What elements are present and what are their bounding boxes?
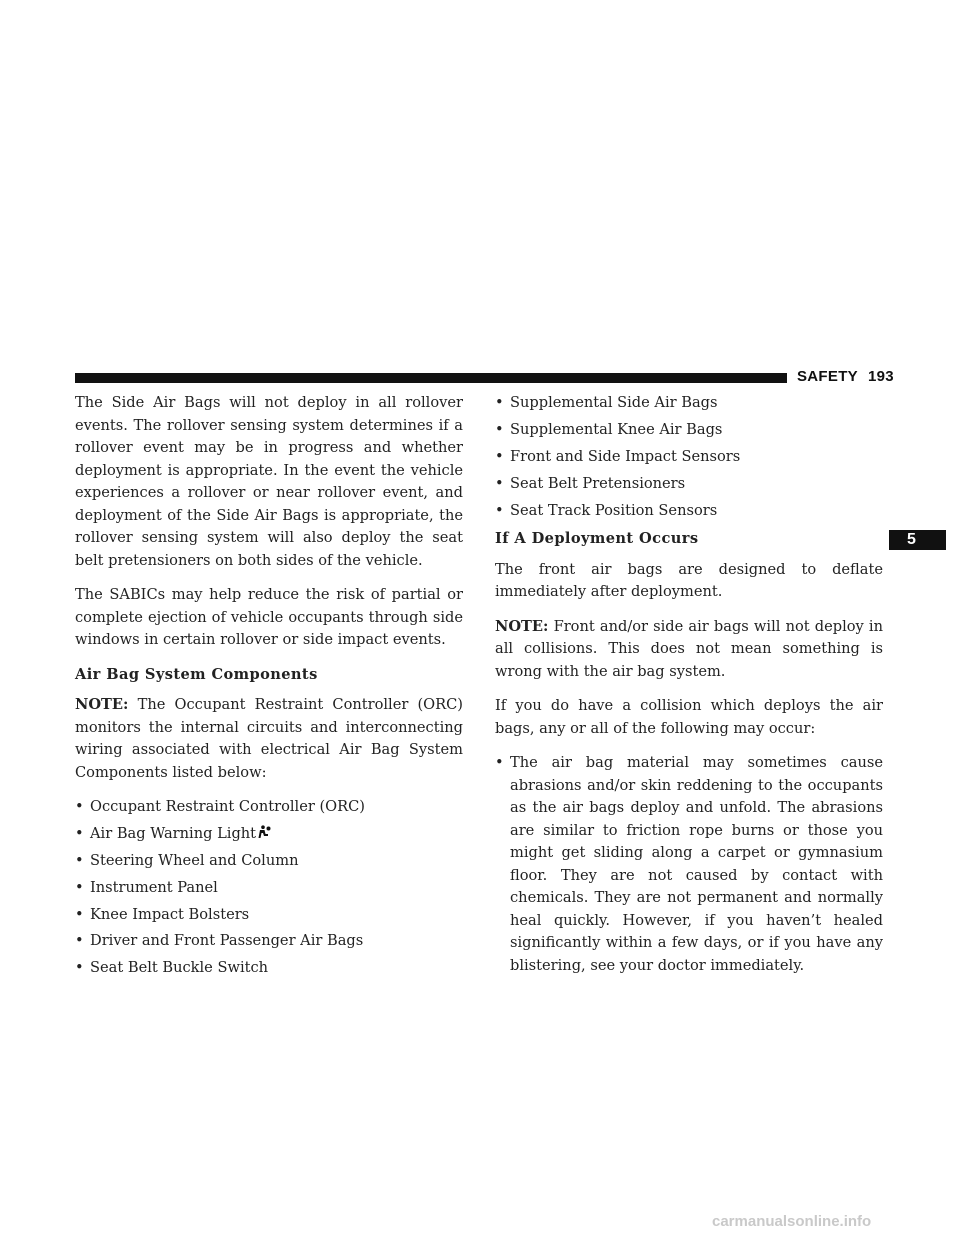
list-item: • Seat Track Position Sensors [495, 500, 883, 523]
note-orc [75, 694, 463, 784]
list-item: • Instrument Panel [75, 877, 463, 900]
heading-components: Air Bag System Components [75, 665, 318, 683]
paragraph-deflate: The front air bags are designed to deflate immediately after deployment. [495, 560, 883, 601]
components-list [75, 796, 463, 980]
list-item: • Supplemental Side Air Bags [495, 392, 883, 415]
list-item: • Knee Impact Bolsters [75, 904, 463, 927]
note-label: NOTE: [75, 696, 129, 713]
list-item: • Air Bag Warning Light [75, 823, 463, 846]
list-item: • Supplemental Knee Air Bags [495, 419, 883, 442]
note-text: The Occupant Restraint Controller (ORC) monitors the internal circuits and interconnecting wiring associated with electrical Air Bag System Components listed below: [75, 696, 463, 781]
running-header [797, 368, 894, 385]
list-item: • Seat Belt Buckle Switch [75, 957, 463, 980]
list-item: • Steering Wheel and Column [75, 850, 463, 873]
paragraph-sabics: The SABICs may help reduce the risk of partial or complete ejection of vehicle occupants through side windows in certain rollover or side impact events. [75, 586, 463, 648]
list-item: • Occupant Restraint Controller (ORC) [75, 796, 463, 819]
left-column [75, 392, 463, 984]
heading-deployment: If A Deployment Occurs [495, 530, 699, 548]
list-item: • Seat Belt Pretensioners [495, 473, 883, 496]
section-title: SAFETY [797, 368, 858, 385]
components-list-continued [495, 392, 883, 522]
paragraph-collision: If you do have a collision which deploys the air bags, any or all of the following may occur: [495, 697, 883, 737]
chapter-tab: 5 [889, 530, 946, 550]
list-item: • Driver and Front Passenger Air Bags [75, 930, 463, 953]
list-item: • Front and Side Impact Sensors [495, 446, 883, 469]
note-collisions [495, 616, 883, 684]
right-column [495, 392, 883, 981]
note-text: Front and/or side air bags will not deploy in all collisions. This does not mean something is wrong with the air bag system. [495, 617, 883, 680]
watermark: carmanualsonline.info [712, 1213, 872, 1230]
effects-list [495, 752, 883, 977]
note-label: NOTE: [495, 617, 549, 635]
paragraph-rollover: The Side Air Bags will not deploy in all rollover events. The rollover sensing system determines if a rollover event may be in progress and whether deployment is appropriate. In the event the vehicle experiences a rollover or near rollover event, and deployment of the Side Air Bags is appropriate, the rollover sensing system will also deploy the seat belt pretensioners on both sides of the vehicle. [75, 394, 463, 569]
header-rule [75, 373, 787, 383]
list-item: • The air bag material may sometimes cause abrasions and/or skin reddening to the occupants as the air bags deploy and unfold. The abrasions are similar to friction rope burns or those you might get sliding along a carpet or gymnasium floor. They are not caused by contact with chemicals. They are not permanent and normally heal quickly. However, if you haven’t healed significantly within a few days, or if you have any blistering, see your doctor immediately. [495, 752, 883, 977]
airbag-warning-icon [257, 825, 271, 839]
page-number: 193 [867, 368, 894, 385]
